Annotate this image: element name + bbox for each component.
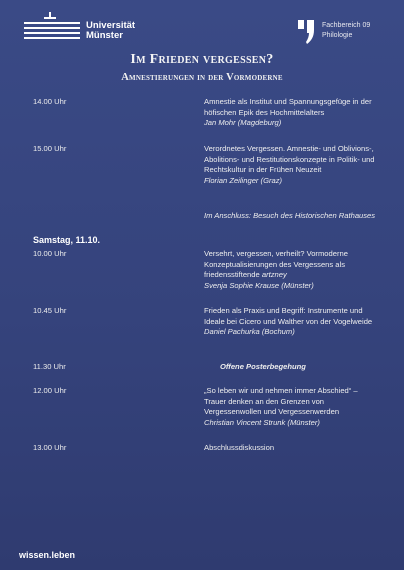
- header: [0, 10, 404, 46]
- program-title: Frieden als Praxis und Begriff: Instrumente und Ideale bei Cicero und Walther von der Vogelweide: [204, 306, 373, 326]
- program-description: [204, 144, 379, 186]
- program-description: [204, 97, 379, 129]
- program-time: 15.00 Uhr: [33, 144, 67, 153]
- program-title-italic: artzney: [261, 270, 287, 279]
- page-title: Im Frieden vergessen?: [130, 52, 274, 67]
- faculty-logo[interactable]: [298, 20, 382, 46]
- program-speaker: Daniel Pachurka (Bochum): [204, 327, 295, 336]
- logo-line-1: Universität: [86, 20, 136, 31]
- faculty-logo-text: [322, 21, 370, 41]
- university-logo-icon: [22, 12, 82, 44]
- program-description: [204, 211, 379, 222]
- program-title: Versehrt, vergessen, verheilt? Vormoderne Konzeptualisierungen des Vergessens als friedensstiftende: [204, 249, 348, 279]
- program-time: 12.00 Uhr: [33, 386, 67, 395]
- footer-slogan: wissen.leben: [19, 550, 76, 560]
- program-time: 10.00 Uhr: [33, 249, 67, 258]
- program-title: Abschlussdiskussion: [204, 443, 275, 452]
- program-description: [204, 386, 379, 428]
- program-title: „So leben wir und nehmen immer Abschied“ – Trauer denken an den Grenzen von Vergessenwollen und Vergessenwerden: [204, 386, 358, 416]
- faculty-comma-icon: [298, 20, 314, 44]
- logo-line-2: Münster: [86, 30, 123, 41]
- program-description: [204, 306, 379, 338]
- program-title: Offene Posterbegehung: [220, 362, 306, 371]
- program-title: Verordnetes Vergessen. Amnestie- und Oblivions-, Abolitions- und Restitutionskonzepte in Politik- und Rechtskultur in der Frühen Neuzeit: [204, 144, 375, 174]
- page-subtitle: Amnestierungen in der Vormoderne: [121, 72, 283, 83]
- program-title: Amnestie als Institut und Spannungsgefüge in der höfischen Epik des Hochmittelalters: [204, 97, 372, 117]
- university-logo-text: [86, 21, 135, 41]
- program-speaker: Jan Mohr (Magdeburg): [204, 118, 282, 127]
- program-time: 10.45 Uhr: [33, 306, 67, 315]
- program-time: 11.30 Uhr: [33, 362, 66, 371]
- university-logo[interactable]: [22, 10, 142, 46]
- program-description: [204, 443, 379, 454]
- program-title: Im Anschluss: Besuch des Historischen Rathauses: [204, 211, 376, 220]
- faculty-line-1: Fachbereich 09: [322, 22, 371, 29]
- program-speaker: Svenja Sophie Krause (Münster): [204, 280, 314, 290]
- program-speaker: Florian Zeilinger (Graz): [204, 175, 283, 185]
- program-speaker: Christian Vincent Strunk (Münster): [204, 417, 320, 427]
- program-description: [220, 362, 395, 373]
- day-heading: Samstag, 11.10.: [33, 235, 101, 245]
- program-description: [204, 249, 379, 291]
- program-time: 13.00 Uhr: [33, 443, 67, 452]
- program-time: 14.00 Uhr: [33, 97, 67, 106]
- faculty-line-2: Philologie: [322, 32, 353, 39]
